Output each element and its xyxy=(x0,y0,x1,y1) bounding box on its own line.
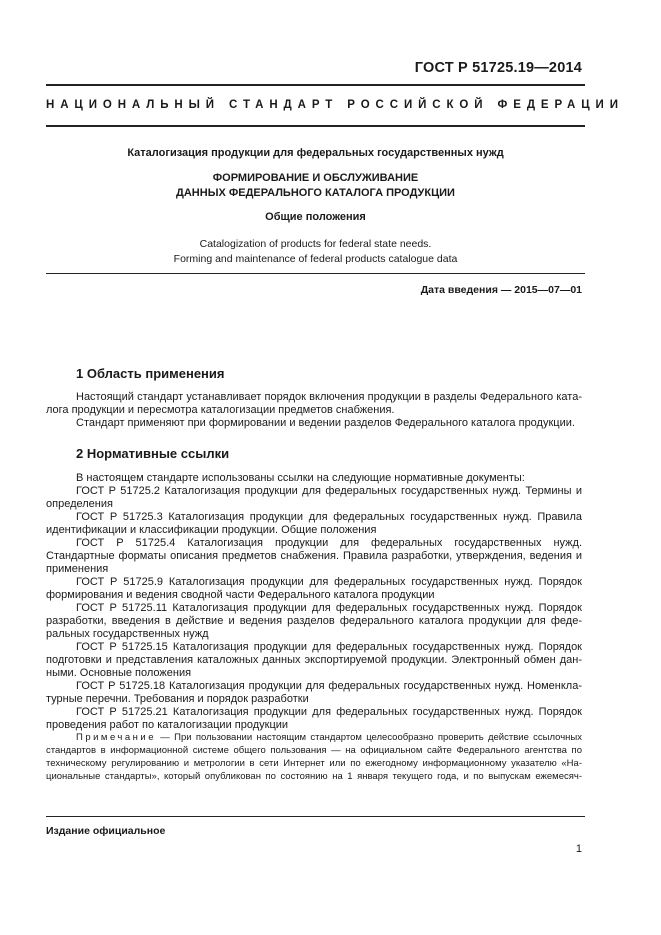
subtitle: Общие положения xyxy=(265,211,366,223)
section-1-body xyxy=(46,391,582,430)
main-title xyxy=(46,171,585,201)
paragraph: Стандарт применяют при формировании и ведении разделов Федерального каталога продукции. xyxy=(76,417,575,429)
effective-date: Дата введения — 2015—07—01 xyxy=(420,284,582,296)
english-title xyxy=(46,237,585,267)
section-2-heading: 2 Нормативные ссылки xyxy=(76,446,230,461)
header-rule-bottom xyxy=(46,125,585,127)
gost-number: ГОСТ Р 51725.19—2014 xyxy=(414,60,582,76)
header-rule-top xyxy=(46,84,585,86)
reference-item: ГОСТ Р 51725.3 Каталогизация продукции для федеральных государственных нужд. Правила идентификации и классификации продукции. Общие положения xyxy=(46,511,582,536)
english-title-line-1: Catalogization of products for federal state needs. xyxy=(199,238,432,250)
reference-item: ГОСТ Р 51725.21 Каталогизация продукции для федеральных государственных нужд. Порядок проведения работ по каталогизации продукции xyxy=(46,706,582,731)
section-2-body xyxy=(46,472,582,732)
footer-rule xyxy=(46,816,585,817)
note-text: — При пользовании настоящим стандартом целесообразно проверить действие ссылочных стандартов в информационной системе общего пользования — на официальном сайте Федерального агентства по техническому регулированию и метрологии в сети Интернет или по ежегодному информационному указателю «Национальные стандарты», который опубликован по состоянию на 1 января текущего года, и по выпускам ежемесяч- xyxy=(46,732,582,782)
section-1-heading: 1 Область применения xyxy=(76,366,225,381)
reference-item: ГОСТ Р 51725.4 Каталогизация продукции для федеральных государственных нужд. Стандартные форматы описания предметов снабжения. Правила разработки, утверждения, ведения и применения xyxy=(46,537,582,575)
note-label: Примечание xyxy=(76,732,156,743)
edition-label: Издание официальное xyxy=(46,825,166,837)
title-rule xyxy=(46,273,585,274)
reference-item: ГОСТ Р 51725.15 Каталогизация продукции для федеральных государственных нужд. Порядок подготовки и представления каталожных данных экспортируемой продукции. Электронный обмен данными. Основные положения xyxy=(46,641,582,679)
national-standard-banner: НАЦИОНАЛЬНЫЙ СТАНДАРТ РОССИЙСКОЙ ФЕДЕРАЦИИ xyxy=(46,99,624,111)
note xyxy=(46,731,582,783)
series-title: Каталогизация продукции для федеральных государственных нужд xyxy=(127,147,504,159)
main-title-line-2: ДАННЫХ ФЕДЕРАЛЬНОГО КАТАЛОГА ПРОДУКЦИИ xyxy=(176,187,455,199)
reference-item: ГОСТ Р 51725.2 Каталогизация продукции для федеральных государственных нужд. Термины и определения xyxy=(46,485,582,510)
main-title-line-1: ФОРМИРОВАНИЕ И ОБСЛУЖИВАНИЕ xyxy=(212,172,419,184)
page-number: 1 xyxy=(575,843,582,855)
paragraph: В настоящем стандарте использованы ссылки на следующие нормативные документы: xyxy=(76,472,525,484)
note-paragraph xyxy=(46,731,582,783)
paragraph: Настоящий стандарт устанавливает порядок включения продукции в разделы Федерального каталога продукции и пересмотра каталогизации предметов снабжения. xyxy=(46,391,582,416)
reference-item: ГОСТ Р 51725.9 Каталогизация продукции для федеральных государственных нужд. Порядок формирования и ведения сводной части Федерального каталога продукции xyxy=(46,576,582,601)
english-title-line-2: Forming and maintenance of federal products catalogue data xyxy=(173,253,458,265)
reference-item: ГОСТ Р 51725.11 Каталогизация продукции для федеральных государственных нужд. Порядок разработки, введения в действие и ведения разделов федерального каталога продукции для федеральных государственных нужд xyxy=(46,602,582,640)
reference-item: ГОСТ Р 51725.18 Каталогизация продукции для федеральных государственных нужд. Номенклатурные перечни. Требования и порядок разработки xyxy=(46,680,582,705)
